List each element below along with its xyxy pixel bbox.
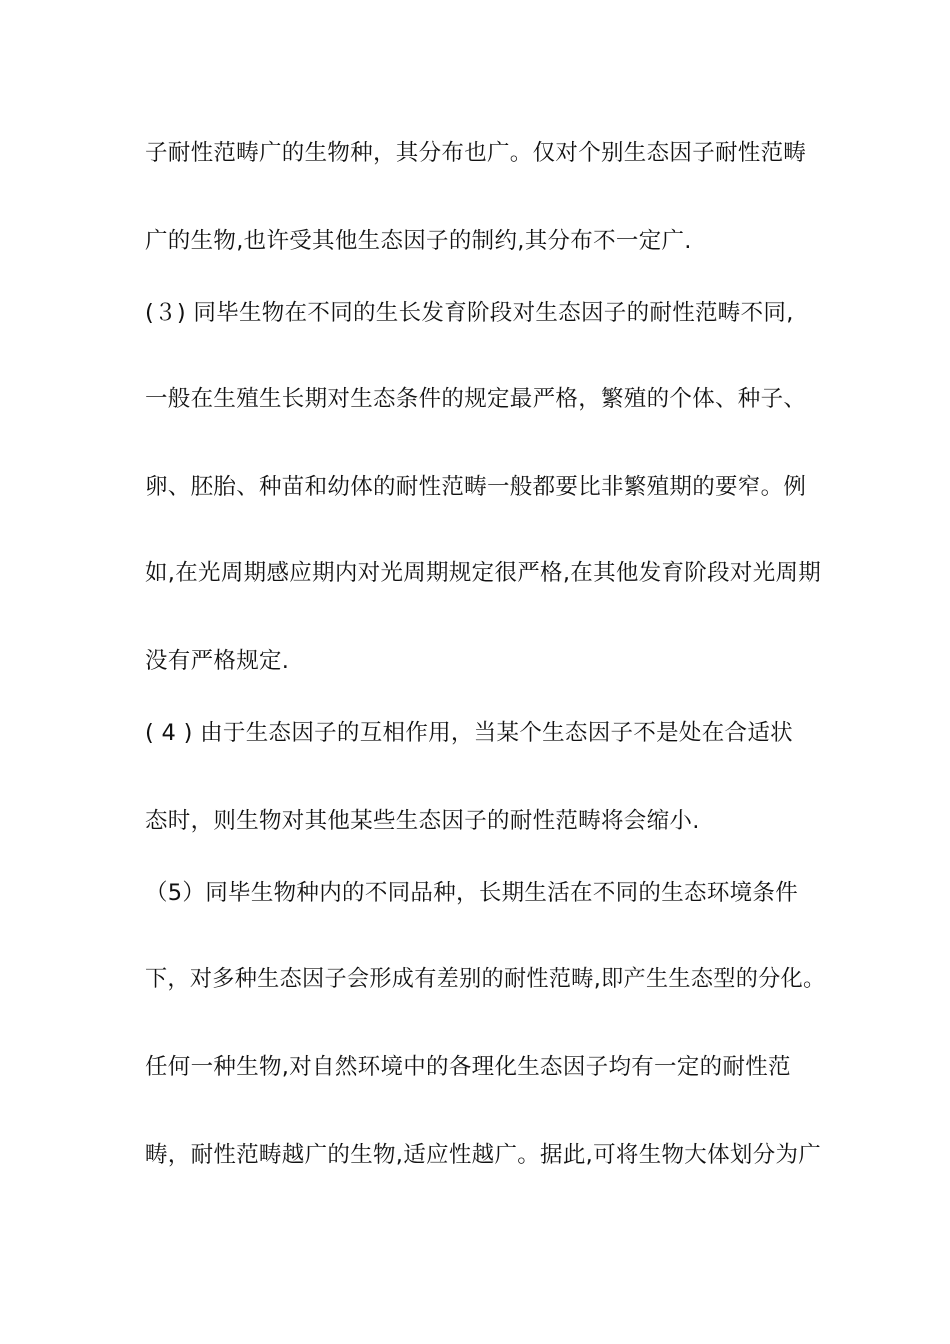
text-line: 卵、胚胎、种苗和幼体的耐性范畴一般都要比非繁殖期的要窄。例 xyxy=(145,474,807,500)
text-line: 态时，则生物对其他某些生态因子的耐性范畴将会缩小. xyxy=(145,808,700,834)
text-line: （5）同毕生物种内的不同品种，长期生活在不同的生态环境条件 xyxy=(145,880,799,906)
text-line: 畴，耐性范畴越广的生物,适应性越广。据此,可将生物大体划分为广 xyxy=(145,1142,822,1168)
text-line: 没有严格规定. xyxy=(145,648,290,674)
text-line: 一般在生殖生长期对生态条件的规定最严格，繁殖的个体、种子、 xyxy=(145,386,807,412)
text-line: (３) 同毕生物在不同的生长发育阶段对生态因子的耐性范畴不同, xyxy=(145,300,794,326)
text-line: 下，对多种生态因子会形成有差别的耐性范畴,即产生生态型的分化。 xyxy=(145,966,826,992)
text-line: 广的生物,也许受其他生态因子的制约,其分布不一定广. xyxy=(145,228,692,254)
text-line: ( 4 ) 由于生态因子的互相作用，当某个生态因子不是处在合适状 xyxy=(145,720,793,746)
text-line: 如,在光周期感应期内对光周期规定很严格,在其他发育阶段对光周期 xyxy=(145,560,822,586)
text-line: 子耐性范畴广的生物种，其分布也广。仅对个别生态因子耐性范畴 xyxy=(145,140,807,166)
text-line: 任何一种生物,对自然环境中的各理化生态因子均有一定的耐性范 xyxy=(145,1054,791,1080)
